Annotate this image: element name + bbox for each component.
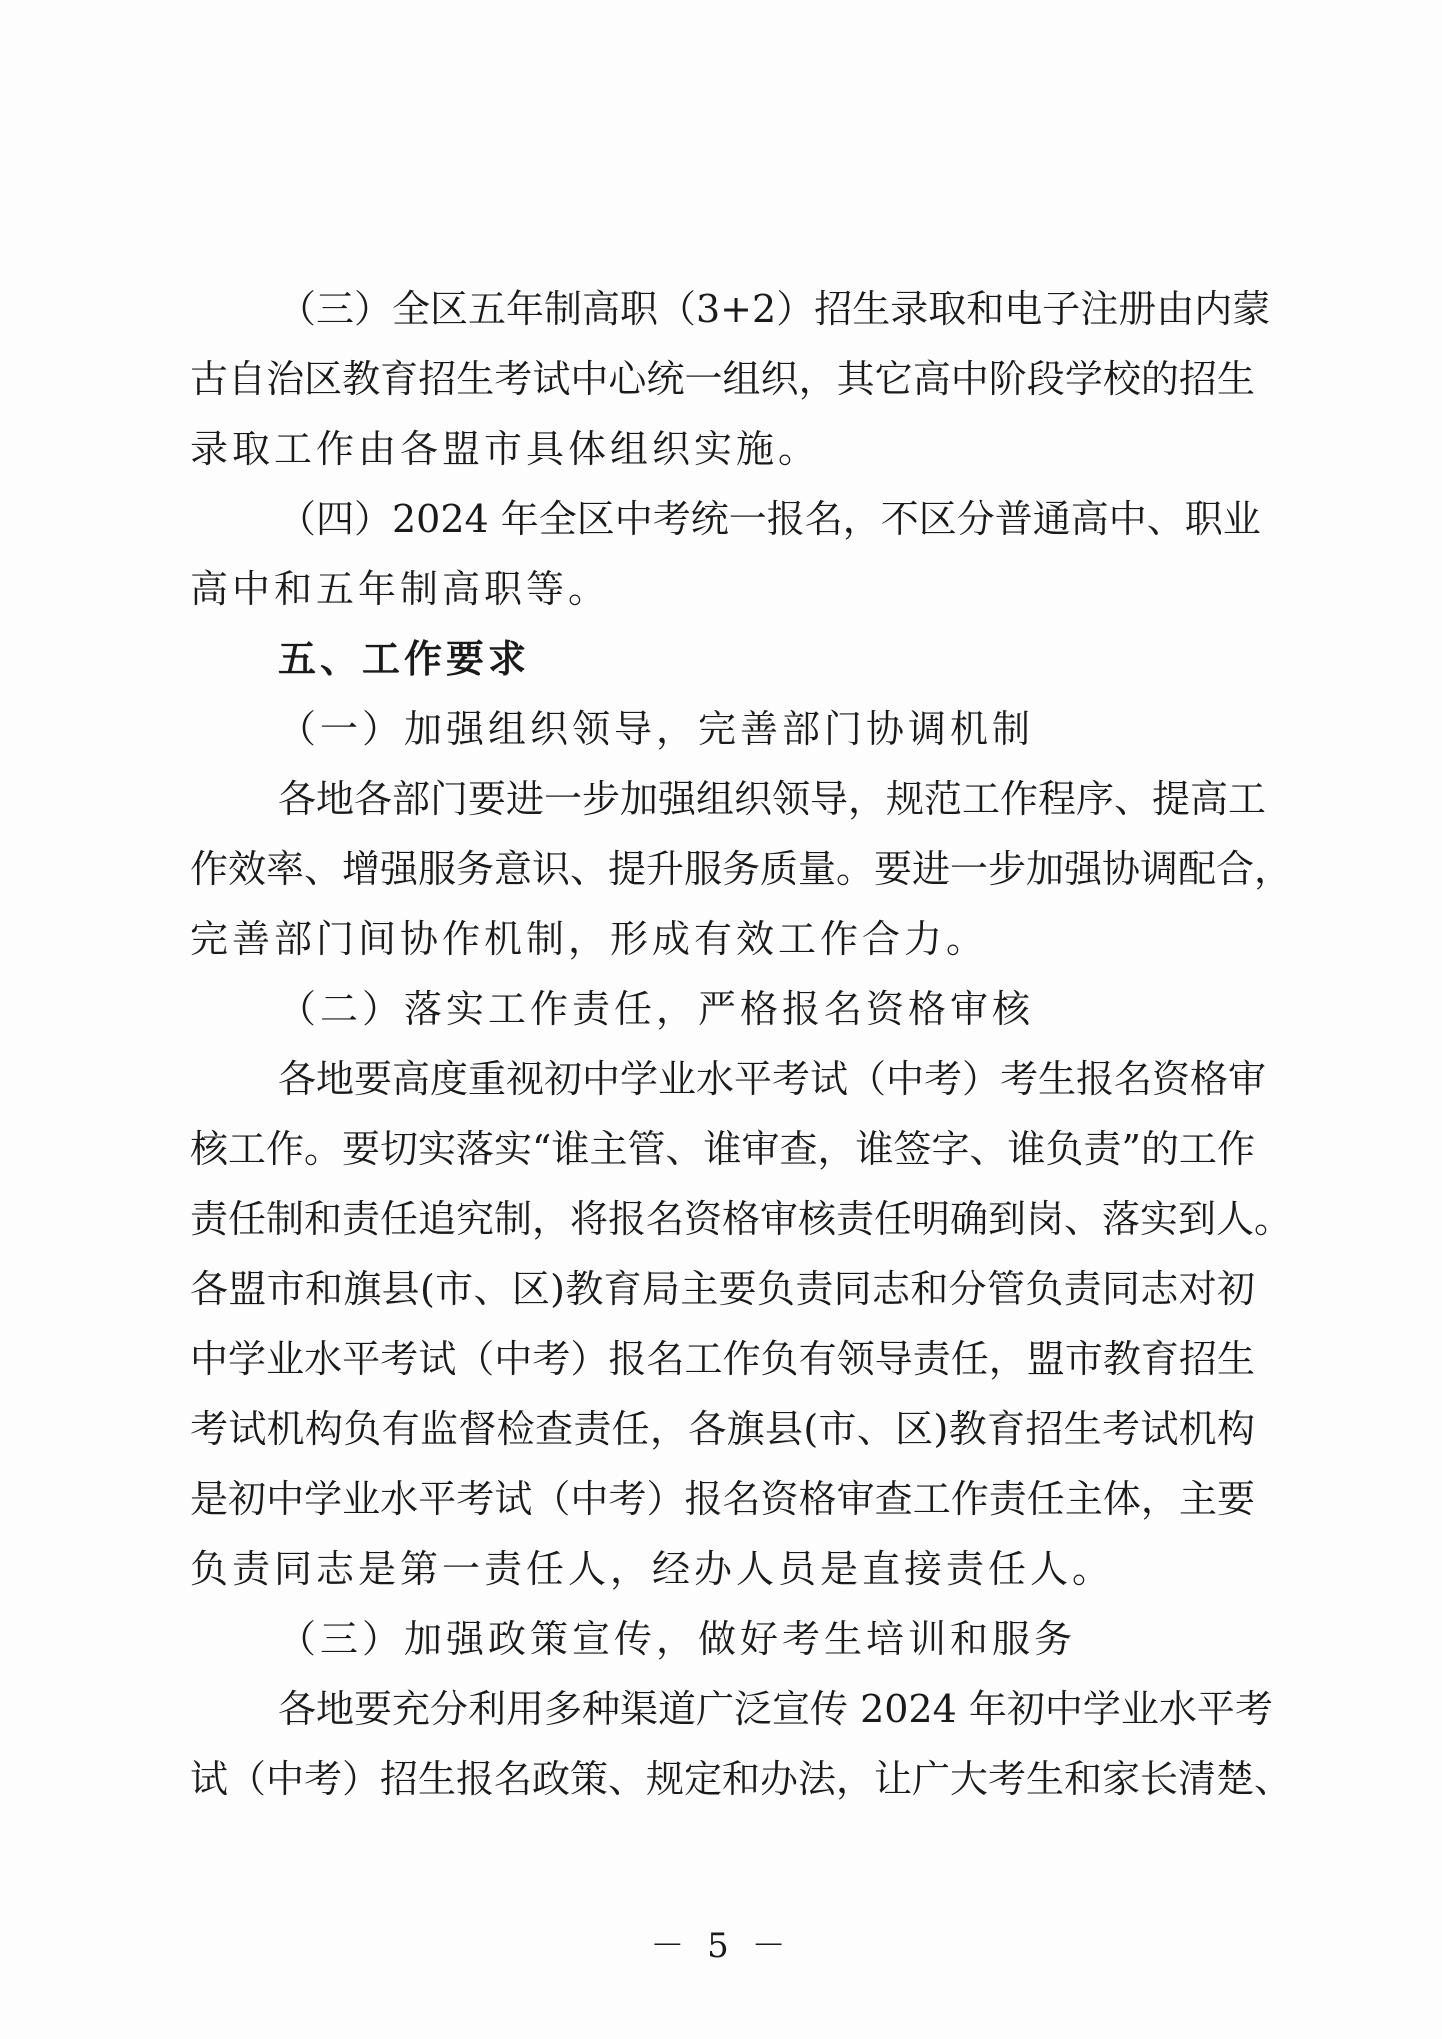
- para-sub1-line-2: 作效率、增强服务意识、提升服务质量。要进一步加强协调配合，: [190, 847, 1293, 891]
- para-3-line-2: 古自治区教育招生考试中心统一组织，其它高中阶段学校的招生: [190, 357, 1255, 401]
- para-sub2-line-3: 责任制和责任追究制，将报名资格审核责任明确到岗、落实到人。: [190, 1197, 1293, 1241]
- para-4-line-2: 高中和五年制高职等。: [190, 567, 611, 611]
- para-sub2-line-5: 中学业水平考试（中考）报名工作负有领导责任，盟市教育招生: [190, 1337, 1255, 1381]
- subheading-3: （三）加强政策宣传，做好考生培训和服务: [278, 1617, 1077, 1661]
- para-sub2-line-8: 负责同志是第一责任人，经办人员是直接责任人。: [190, 1547, 1115, 1591]
- subheading-1: （一）加强组织领导，完善部门协调机制: [278, 707, 1035, 751]
- para-sub2-line-1: 各地要高度重视初中学业水平考试（中考）考生报名资格审: [278, 1057, 1267, 1101]
- subheading-2: （二）落实工作责任，严格报名资格审核: [278, 987, 1035, 1031]
- section-heading: 五、工作要求: [278, 636, 531, 681]
- para-sub2-line-2: 核工作。要切实落实“谁主管、谁审查，谁签字、谁负责”的工作: [190, 1127, 1255, 1171]
- para-sub3-line-2: 试（中考）招生报名政策、规定和办法，让广大考生和家长清楚、: [190, 1757, 1293, 1801]
- page-number: － 5 －: [650, 1926, 792, 1966]
- para-sub3-line-1: 各地要充分利用多种渠道广泛宣传 2024 年初中学业水平考: [278, 1687, 1273, 1731]
- para-4-line-1: （四）2024 年全区中考统一报名，不区分普通高中、职业: [278, 497, 1261, 541]
- para-3-line-1: （三）全区五年制高职（3+2）招生录取和电子注册由内蒙: [278, 287, 1271, 331]
- para-3-line-3: 录取工作由各盟市具体组织实施。: [190, 427, 821, 471]
- para-sub2-line-6: 考试机构负有监督检查责任，各旗县(市、区)教育招生考试机构: [190, 1407, 1255, 1451]
- para-sub2-line-4: 各盟市和旗县(市、区)教育局主要负责同志和分管负责同志对初: [190, 1267, 1255, 1311]
- para-sub2-line-7: 是初中学业水平考试（中考）报名资格审查工作责任主体，主要: [190, 1477, 1255, 1521]
- para-sub1-line-1: 各地各部门要进一步加强组织领导，规范工作程序、提高工: [278, 777, 1267, 821]
- para-sub1-line-3: 完善部门间协作机制，形成有效工作合力。: [190, 917, 989, 961]
